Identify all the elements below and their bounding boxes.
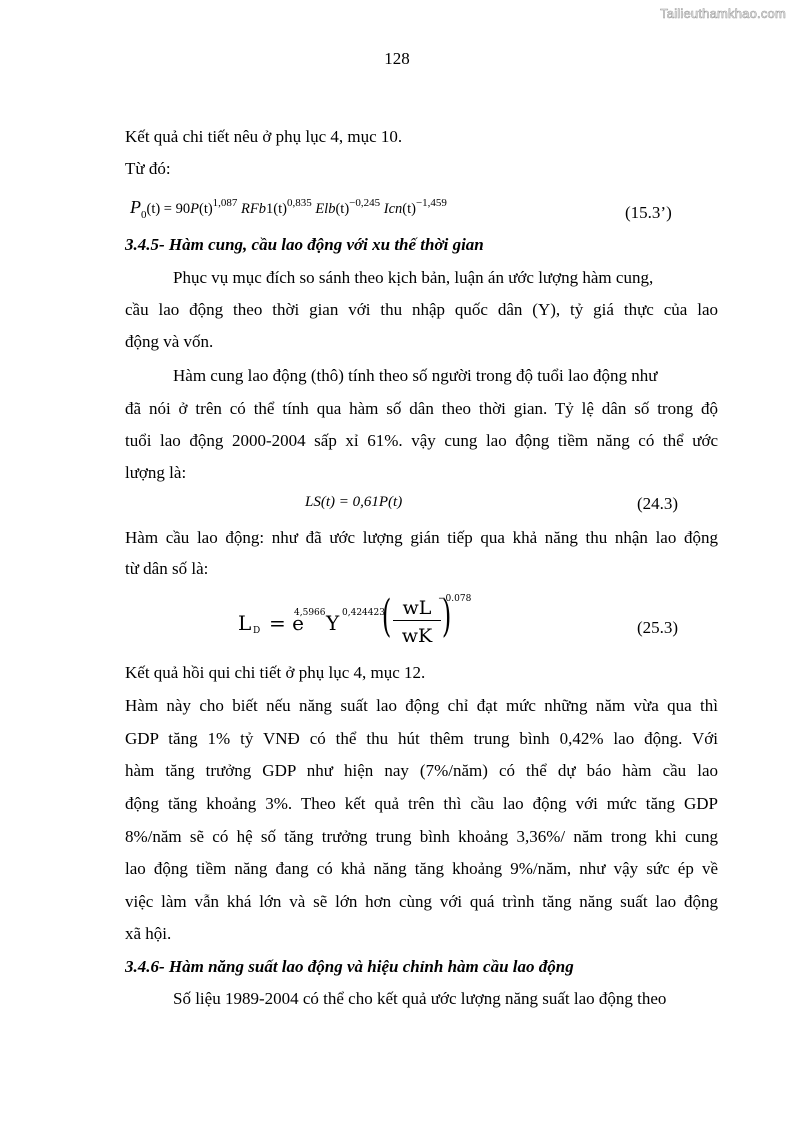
text-line: lượng là:	[125, 463, 187, 482]
text-line: Kết quả chi tiết nêu ở phụ lục 4, mục 10.	[125, 127, 403, 146]
text-line: xã hội.	[125, 924, 172, 943]
section-heading: 3.4.5- Hàm cung, cầu lao động với xu thế thời gian	[125, 235, 484, 254]
equation-number: (24.3)	[637, 494, 679, 513]
equation-24-3: LS(t) = 0,61P(t)	[305, 494, 403, 510]
equation-15-3: $P_0(t) = 90P(t)^{1,087}$ $RFb1(t)^{0,835}$ $Elb(t)^{-0,245}$ $Icn(t)^{-1,459}$	[130, 197, 447, 221]
watermark: Tailieuthamkhao.com	[660, 6, 786, 21]
text-line: hàm tăng trưởng GDP như hiện nay (7%/năm) có thể dự báo hàm cầu lao	[125, 761, 718, 780]
text-line: động và vốn.	[125, 332, 214, 351]
text-line: GDP tăng 1% tỷ VNĐ có thể thu hút thêm trung bình 0,42% lao động. Với	[125, 729, 718, 748]
text-line: đã nói ở trên có thể tính qua hàm số dân theo thời gian. Tỷ lệ dân số trong độ	[125, 399, 718, 418]
text-line: cầu lao động theo thời gian với thu nhập quốc dân (Y), tỷ giá thực của lao	[125, 300, 718, 319]
equation-number: (15.3’)	[625, 203, 672, 222]
page-number: 128	[384, 49, 410, 68]
text-line: lao động tiềm năng đang có khả năng tăng khoảng 9%/năm, như vậy sức ép về	[125, 859, 718, 878]
text-line: từ dân số là:	[125, 559, 209, 578]
text-line: Hàm cầu lao động: như đã ước lượng gián tiếp qua khả năng thu nhận lao động	[125, 528, 718, 547]
text-line: Kết quả hồi qui chi tiết ở phụ lục 4, mục 12.	[125, 663, 426, 682]
text-line: 8%/năm sẽ có hệ số tăng trưởng trung bình khoảng 3,36%/ năm trong khi cung	[125, 827, 718, 846]
text-line: động tăng khoảng 3%. Theo kết quả trên thì cầu lao động với mức tăng GDP	[125, 794, 718, 813]
text-line: Số liệu 1989-2004 có thể cho kết quả ước lượng năng suất lao động theo	[173, 989, 667, 1008]
text-line: Hàm này cho biết nếu năng suất lao động chỉ đạt mức những năm vừa qua thì	[125, 696, 718, 715]
equation-25-3: L D = e 4,5966 Y 0,424423 ( wL wK ) −0.078	[238, 591, 472, 647]
text-line: tuổi lao động 2000-2004 sấp xỉ 61%. vậy cung lao động tiềm năng có thể ước	[125, 431, 718, 450]
section-heading: 3.4.6- Hàm năng suất lao động và hiệu chỉnh hàm cầu lao động	[125, 957, 574, 976]
text-line: Phục vụ mục đích so sánh theo kịch bản, luận án ước lượng hàm cung,	[173, 268, 654, 287]
text-line: Từ đó:	[125, 159, 171, 178]
equation-number: (25.3)	[637, 618, 679, 637]
text-line: việc làm vẫn khá lớn và sẽ lớn hơn cùng với quá trình tăng năng suất lao động	[125, 892, 718, 911]
text-line: Hàm cung lao động (thô) tính theo số người trong độ tuổi lao động như	[173, 366, 658, 385]
